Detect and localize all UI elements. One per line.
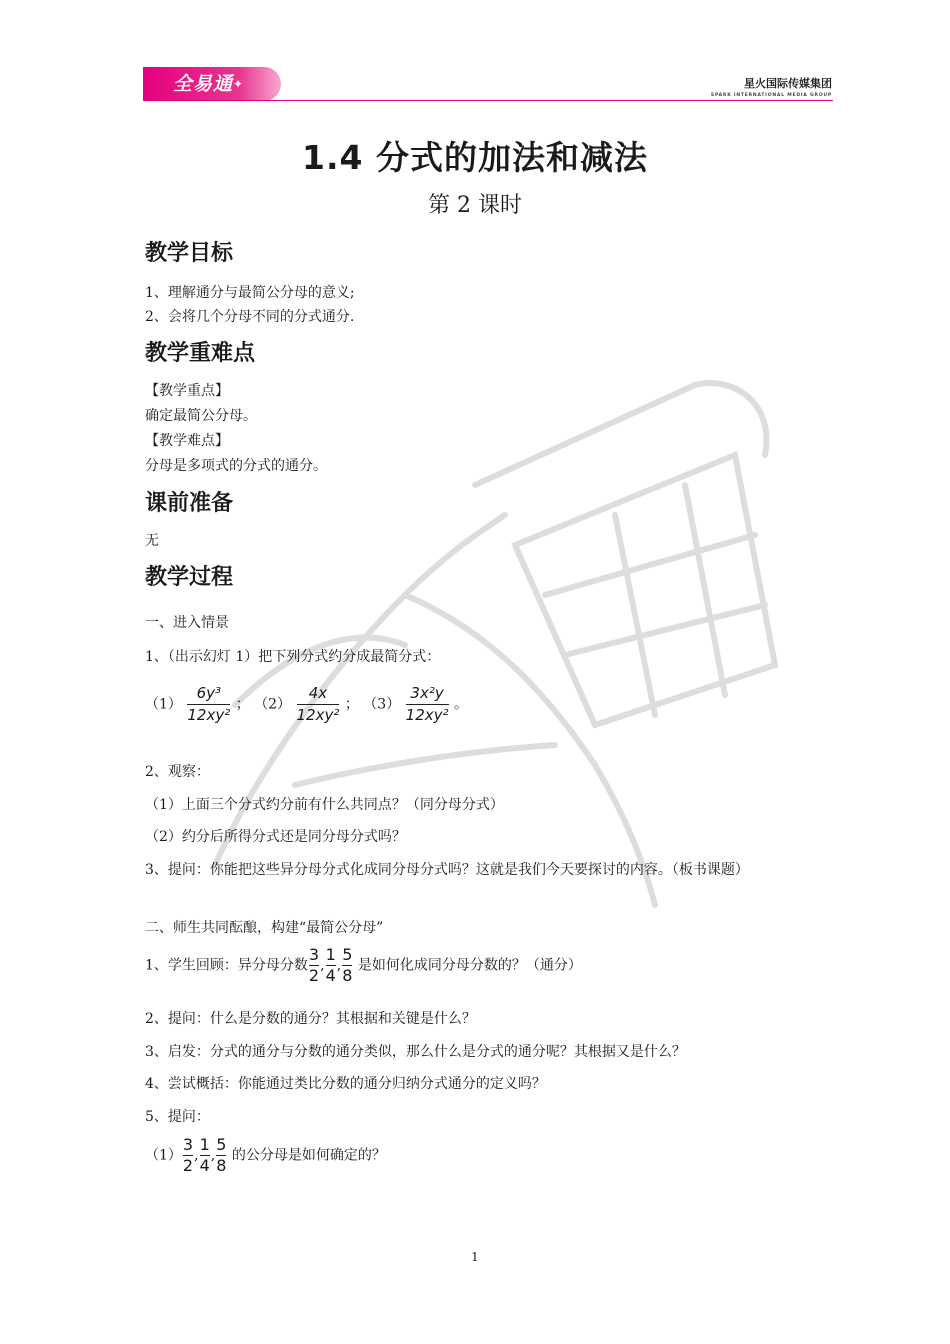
- focus-text: 确定最简公分母。: [145, 408, 257, 424]
- denominator: 12xy²: [296, 706, 340, 724]
- item-label: （3）: [363, 696, 401, 713]
- difficulty-label: 【教学难点】: [145, 433, 229, 449]
- fraction: [216, 1136, 226, 1175]
- denominator: 12xy²: [405, 706, 449, 724]
- question-text: 3、提问：你能把这些异分母分式化成同分母分式吗？这就是我们今天要探讨的内容。（板书课题）: [145, 862, 749, 878]
- objectives-heading: 教学目标: [145, 241, 234, 266]
- denominator: 12xy²: [187, 706, 231, 724]
- numerator: 3: [308, 945, 320, 964]
- section-title: 一、进入情景: [145, 615, 229, 631]
- fraction: [309, 946, 319, 985]
- brand-logo: [143, 67, 281, 101]
- numerator: 5: [342, 945, 353, 964]
- question-text: 3、启发：分式的通分与分数的通分类似，那么什么是分式的通分呢？其根据又是什么？: [145, 1044, 686, 1060]
- denominator: 8: [216, 1156, 227, 1175]
- numerator: 1: [325, 945, 336, 964]
- numerator: 1: [199, 1135, 210, 1154]
- keypoints-heading: 教学重难点: [145, 341, 256, 366]
- denominator: 2: [182, 1156, 194, 1175]
- item-label: （1）: [145, 696, 182, 713]
- question-prefix: 1、学生回顾：异分母分数: [145, 957, 308, 974]
- fraction: [297, 684, 340, 725]
- question-suffix: 的公分母是如何确定的？: [231, 1147, 386, 1164]
- question-text: （1）上面三个分式约分前有什么共同点？（同分母分式）: [145, 797, 504, 813]
- difficulty-text: 分母是多项式的分式的通分。: [145, 458, 327, 474]
- question-text: 2、观察：: [145, 764, 210, 780]
- numerator: 5: [216, 1135, 227, 1154]
- page-title: 1.4 分式的加法和减法: [302, 138, 648, 177]
- header-divider: [143, 100, 833, 101]
- question-text: 4、尝试概括：你能通过类比分数的通分归纳分式通分的定义吗？: [145, 1076, 546, 1092]
- fraction-row: [145, 684, 468, 725]
- process-heading: 教学过程: [145, 565, 234, 590]
- separator: ；: [235, 696, 250, 713]
- question-suffix: 是如何化成同分母分数的？（通分）: [357, 957, 582, 974]
- publisher-subtitle: SPARK INTERNATIONAL MEDIA GROUP: [710, 93, 832, 98]
- publisher-brand: [711, 75, 832, 98]
- fraction: [200, 1136, 210, 1175]
- question-text: 5、提问：: [145, 1109, 210, 1125]
- fraction: [342, 946, 352, 985]
- focus-label: 【教学重点】: [145, 383, 229, 399]
- fraction-row: 1、学生回顾：异分母分数 $\frac{3}{2}$ , $\frac{1}{4}$ , $\frac{5}{8}$ 是如何化成同分母分数的？（通分）: [145, 945, 582, 985]
- item-label: （2）: [254, 696, 292, 713]
- fraction: [187, 684, 230, 725]
- objective-item: 2、会将几个分母不同的分式通分.: [145, 309, 355, 325]
- section-title: 二、师生共同酝酿，构建“最简公分母”: [145, 920, 384, 936]
- denominator: 4: [325, 966, 336, 985]
- denominator: 2: [308, 966, 320, 985]
- denominator: 8: [342, 966, 353, 985]
- fraction-row: （1） $\frac{3}{2}$ , $\frac{1}{4}$ , $\frac{5}{8}$ 的公分母是如何确定的？: [145, 1135, 386, 1175]
- preparation-text: 无: [145, 533, 159, 549]
- separator: ；: [344, 696, 359, 713]
- sparkle-icon: ✦: [233, 77, 245, 91]
- numerator: 4x: [308, 684, 328, 702]
- question-text: 1、（出示幻灯 1）把下列分式约分成最简分式：: [145, 649, 441, 665]
- publisher-name: 星火国际传媒集团: [744, 77, 832, 90]
- question-text: 2、提问：什么是分数的通分？其根据和关键是什么？: [145, 1011, 476, 1027]
- item-label: （1）: [145, 1147, 182, 1164]
- lesson-subtitle: 第 2 课时: [428, 193, 522, 218]
- denominator: 4: [199, 1156, 210, 1175]
- watermark-logo-icon: [175, 345, 805, 945]
- brand-logo-text: 全易通: [173, 73, 234, 95]
- numerator: 3x²y: [410, 684, 444, 702]
- page-number: 1: [471, 1250, 479, 1264]
- objective-item: 1、理解通分与最简公分母的意义;: [145, 285, 355, 301]
- fraction: [183, 1136, 193, 1175]
- question-text: （2）约分后所得分式还是同分母分式吗？: [145, 829, 406, 845]
- separator: 。: [453, 696, 468, 713]
- fraction: [406, 684, 449, 725]
- numerator: 3: [182, 1135, 194, 1154]
- numerator: 6y³: [196, 684, 222, 702]
- fraction: [326, 946, 336, 985]
- preparation-heading: 课前准备: [145, 491, 234, 516]
